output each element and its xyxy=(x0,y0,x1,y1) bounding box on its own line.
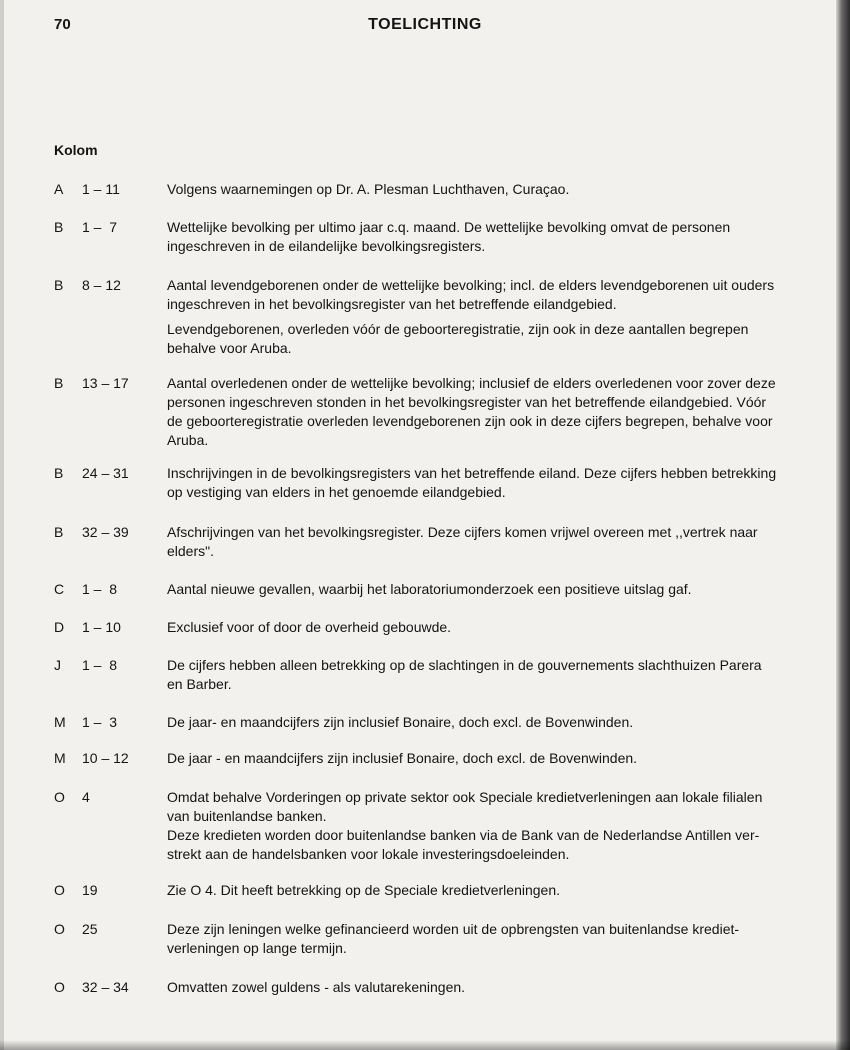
entry-line: Aantal overledenen onder de wettelijke bevolking; inclusief de elders overledenen voor zover deze xyxy=(167,375,776,391)
entry-line: Aantal nieuwe gevallen, waarbij het laboratoriumonderzoek een positieve uitslag gaf. xyxy=(167,581,692,597)
entry-letter: M xyxy=(54,750,66,766)
page-bottom-edge xyxy=(0,1040,850,1050)
entry-text xyxy=(167,881,850,900)
entry-letter: D xyxy=(54,619,65,635)
entry-text xyxy=(167,656,850,694)
entry-text xyxy=(167,180,850,199)
entry-text xyxy=(167,276,850,358)
entry-range: 25 xyxy=(82,921,98,937)
entry-line: van buitenlandse banken. xyxy=(167,808,327,824)
entry-text xyxy=(167,618,850,637)
entry-letter: J xyxy=(54,657,61,673)
entry-text xyxy=(167,523,850,561)
entry-range: 32 – 34 xyxy=(82,979,129,995)
entry-line: Deze zijn leningen welke gefinancieerd worden uit de opbrengsten van buitenlandse krediet- xyxy=(167,921,740,937)
column-heading: Kolom xyxy=(54,142,98,158)
entry-line: Inschrijvingen in de bevolkingsregisters van het betreffende eiland. Deze cijfers hebben betrekking xyxy=(167,465,777,481)
entry-line: Levendgeborenen, overleden vóór de geboorteregistratie, zijn ook in deze aantallen begrepen xyxy=(167,321,749,337)
entry-line: Volgens waarnemingen op Dr. A. Plesman Luchthaven, Curaçao. xyxy=(167,181,570,197)
entry-line: personen ingeschreven stonden in het bevolkingsregister van het betreffende eilandgebied. Vóór xyxy=(167,394,767,410)
entry-line: verleningen op lange termijn. xyxy=(167,940,347,956)
entry-letter: B xyxy=(54,375,64,391)
entry-range: 1 – 11 xyxy=(82,181,120,197)
entry-range: 1 – 8 xyxy=(82,657,118,673)
entry-line: Aruba. xyxy=(167,432,209,448)
entry-range: 32 – 39 xyxy=(82,524,129,540)
entry-line: en Barber. xyxy=(167,676,232,692)
entry-line: ingeschreven in de eilandelijke bevolkingsregisters. xyxy=(167,238,486,254)
entry-letter: B xyxy=(54,277,64,293)
entry-line: op vestiging van elders in het genoemde eilandgebied. xyxy=(167,484,506,500)
entry-line: ingeschreven in het bevolkingsregister van het betreffende eilandgebied. xyxy=(167,296,617,312)
entry-range: 19 xyxy=(82,882,98,898)
entry-range: 24 – 31 xyxy=(82,465,129,481)
entry-letter: O xyxy=(54,789,65,805)
entry-letter: A xyxy=(54,181,64,197)
entry-line: Afschrijvingen van het bevolkingsregister. Deze cijfers komen vrijwel overeen met ,,vertrek naar xyxy=(167,524,758,540)
entry-line: Exclusief voor of door de overheid gebouwde. xyxy=(167,619,452,635)
page-title: TOELICHTING xyxy=(368,16,482,33)
entry-line: Omvatten zowel guldens - als valutarekeningen. xyxy=(167,979,466,995)
entry-text xyxy=(167,218,850,256)
entry-letter: M xyxy=(54,714,66,730)
entry-text xyxy=(167,749,850,768)
entry-letter: C xyxy=(54,581,65,597)
entry-range: 8 – 12 xyxy=(82,277,121,293)
entry-letter: O xyxy=(54,921,65,937)
entry-line: de geboorteregistratie overleden levendgeborenen zijn ook in deze cijfers begrepen, behalve voor xyxy=(167,413,773,429)
book-spine xyxy=(836,0,850,1050)
entry-line: Wettelijke bevolking per ultimo jaar c.q. maand. De wettelijke bevolking omvat de personen xyxy=(167,219,731,235)
entry-text xyxy=(167,580,850,599)
entry-text xyxy=(167,713,850,732)
page-number: 70 xyxy=(54,16,71,33)
entry-letter: B xyxy=(54,465,64,481)
entry-line: behalve voor Aruba. xyxy=(167,340,292,356)
entry-letter: O xyxy=(54,882,65,898)
entry-text xyxy=(167,374,850,450)
entry-line: De cijfers hebben alleen betrekking op de slachtingen in de gouvernements slachthuizen Parera xyxy=(167,657,762,673)
entry-range: 13 – 17 xyxy=(82,375,129,391)
entry-line: Omdat behalve Vorderingen op private sektor ook Speciale kredietverleningen aan lokale filialen xyxy=(167,789,763,805)
entry-line: De jaar- en maandcijfers zijn inclusief Bonaire, doch excl. de Bovenwinden. xyxy=(167,714,634,730)
entry-text xyxy=(167,978,850,997)
entry-line: Zie O 4. Dit heeft betrekking op de Speciale kredietverleningen. xyxy=(167,882,561,898)
entry-line: strekt aan de handelsbanken voor lokale investeringsdoeleinden. xyxy=(167,846,570,862)
entry-range: 1 – 10 xyxy=(82,619,121,635)
entry-range: 10 – 12 xyxy=(82,750,129,766)
entry-text xyxy=(167,920,850,958)
entry-letter: O xyxy=(54,979,65,995)
entry-line: Aantal levendgeborenen onder de wettelijke bevolking; incl. de elders levendgeborenen uit ouders xyxy=(167,277,775,293)
entry-letter: B xyxy=(54,524,64,540)
entry-range: 1 – 7 xyxy=(82,219,118,235)
entry-text xyxy=(167,464,850,502)
entry-range: 1 – 3 xyxy=(82,714,118,730)
entry-range: 4 xyxy=(82,789,90,805)
entry-letter: B xyxy=(54,219,64,235)
entry-range: 1 – 8 xyxy=(82,581,118,597)
entry-line: De jaar - en maandcijfers zijn inclusief Bonaire, doch excl. de Bovenwinden. xyxy=(167,750,638,766)
entry-line: Deze kredieten worden door buitenlandse banken via de Bank van de Nederlandse Antillen ver- xyxy=(167,827,760,843)
page-left-edge xyxy=(0,0,4,1050)
entry-text xyxy=(167,788,850,864)
entry-line: elders". xyxy=(167,543,214,559)
